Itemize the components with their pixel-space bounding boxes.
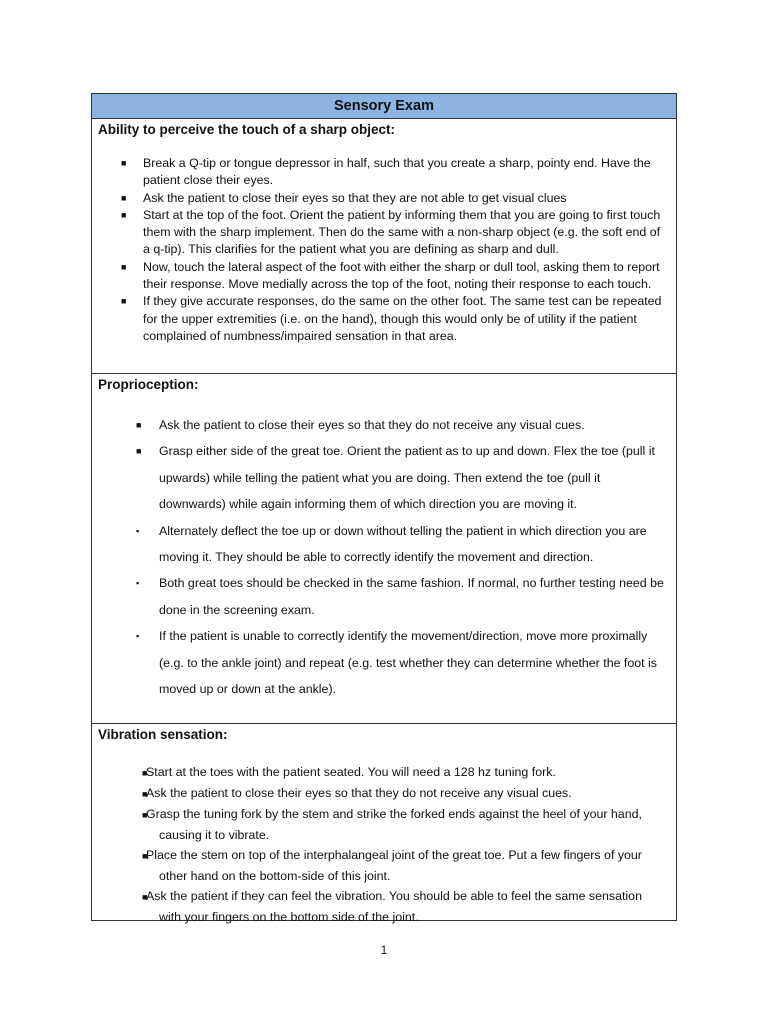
list-item: ■ Grasp either side of the great toe. Orient the patient as to up and down. Flex the toe (pull it upwards) while telling the patient what you are doing. Then extend the toe (pull it downwards) while again informing them of which direction you are moving it. — [92, 438, 676, 517]
bullet-list — [92, 762, 676, 927]
square-bullet-icon: ■ — [142, 789, 148, 799]
list-item: ■Grasp the tuning fork by the stem and strike the forked ends against the heel of your hand, causing it to vibrate. — [142, 807, 642, 842]
table-title: Sensory Exam — [92, 94, 676, 119]
sensory-exam-table — [91, 93, 677, 924]
square-bullet-icon: ■ — [121, 261, 127, 272]
square-bullet-icon: ■ — [121, 192, 127, 203]
section-proprioception — [92, 374, 676, 724]
square-bullet-icon: ■ — [121, 209, 127, 220]
section-sharp-touch — [92, 119, 676, 374]
list-item: ▪ Alternately deflect the toe up or down without telling the patient in which direction you are moving it. They should be able to correctly identify the movement and direction. — [92, 518, 676, 571]
list-item: ■ Ask the patient to close their eyes so that they do not receive any visual cues. — [92, 412, 676, 438]
list-item: ■Ask the patient to close their eyes so that they do not receive any visual cues. — [92, 783, 676, 804]
list-item: ▪ If the patient is unable to correctly identify the movement/direction, move more proximally (e.g. to the ankle joint) and repeat (e.g. test whether they can determine whether the foot is moved up or down at the ankle). — [92, 623, 676, 702]
section-vibration — [92, 724, 676, 924]
list-item: ■Start at the toes with the patient seated. You will need a 128 hz tuning fork. — [92, 762, 676, 783]
square-bullet-icon: ■ — [142, 768, 148, 778]
section-heading: Vibration sensation: — [98, 727, 228, 742]
list-item: ■ Start at the top of the foot. Orient the patient by informing them that you are going to first touch them with the sharp implement. Then do the same with a non-sharp object (e.g. the soft end of a q-tip). This clarifies for the patient what you are defining as sharp and dull. — [121, 207, 661, 257]
square-bullet-icon: ■ — [121, 158, 127, 168]
square-bullet-icon: ■ — [142, 851, 148, 861]
list-item: ■ Now, touch the lateral aspect of the foot with either the sharp or dull tool, asking them to report their response. Move medially across the top of the foot, noting their response to each touch. — [121, 259, 660, 292]
square-bullet-icon: ■ — [142, 810, 148, 820]
section-heading: Ability to perceive the touch of a sharp object: — [98, 122, 396, 137]
square-bullet-icon: ▪ — [136, 578, 140, 589]
list-item: ▪ Both great toes should be checked in the same fashion. If normal, no further testing need be done in the screening exam. — [92, 570, 676, 623]
list-item: ■ Ask the patient to close their eyes so that they are not able to get visual clues — [92, 190, 676, 207]
page-number: 1 — [380, 943, 388, 957]
list-item: ■Ask the patient if they can feel the vibration. You should be able to feel the same sensation with your fingers on the bottom side of the joint. — [142, 889, 642, 924]
bullet-list — [92, 155, 676, 345]
square-bullet-icon: ■ — [121, 296, 127, 307]
square-bullet-icon: ▪ — [136, 631, 140, 642]
list-item: ■Place the stem on top of the interphalangeal joint of the great toe. Put a few fingers of your other hand on the bottom-side of this joint. — [142, 848, 642, 883]
bullet-list — [92, 412, 676, 702]
section-heading: Proprioception: — [98, 377, 199, 392]
list-item: ■ If they give accurate responses, do the same on the other foot. The same test can be repeated for the upper extremities (i.e. on the hand), though this would only be of utility if the patient complained of numbness/impaired sensation in that area. — [121, 294, 662, 343]
square-bullet-icon: ▪ — [136, 525, 140, 536]
square-bullet-icon: ■ — [136, 420, 142, 430]
list-item: ■ Break a Q-tip or tongue depressor in half, such that you create a sharp, pointy end. Have the patient close their eyes. — [121, 156, 651, 188]
square-bullet-icon: ■ — [136, 446, 142, 457]
square-bullet-icon: ■ — [142, 892, 148, 902]
